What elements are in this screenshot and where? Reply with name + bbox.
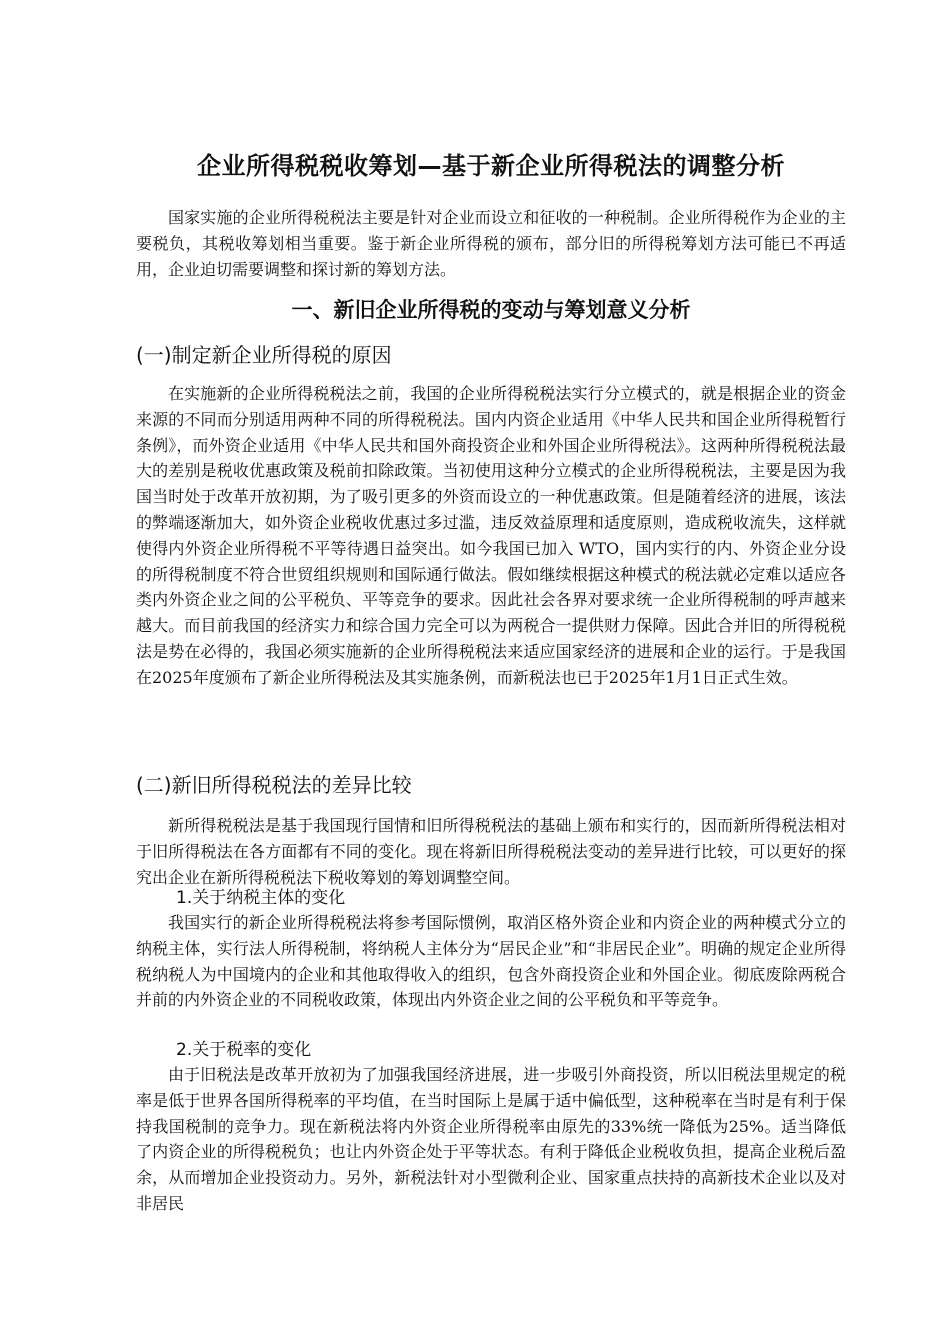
document-title: 企业所得税税收筹划—基于新企业所得税法的调整分析: [197, 152, 785, 180]
item1-body: 我国实行的新企业所得税税法将参考国际惯例，取消区格外资企业和内资企业的两种模式分立的纳税主体，实行法人所得税制，将纳税人主体分为“居民企业”和“非居民企业”。明确的规定企业所得税纳税人为中国境内的企业和其他取得收入的组织，包含外商投资企业和外国企业。彻底废除两税合并前的内外资企业的不同税收政策，体现出内外资企业之间的公平税负和平等竞争。: [136, 913, 846, 1010]
intro-paragraph: 国家实施的企业所得税税法主要是针对企业而设立和征收的一种税制。企业所得税作为企业的主要税负，其税收筹划相当重要。鉴于新企业所得税的颁布，部分旧的所得税筹划方法可能已不再适用，企业迫切需要调整和探讨新的筹划方法。: [136, 208, 846, 279]
item2-body: 由于旧税法是改革开放初为了加强我国经济进展，进一步吸引外商投资，所以旧税法里规定的税率是低于世界各国所得税率的平均值，在当时国际上是属于适中偏低型，这种税率在当时是有利于保持我国税制的竞争力。现在新税法将内外资企业所得税率由原先的33%统一降低为25%。适当降低了内资企业的所得税税负；也让内外资企处于平等状态。有利于降低企业税收负担，提高企业税后盈余，从而增加企业投资动力。另外，新税法针对小型微利企业、国家重点扶持的高新技术企业以及对非居民: [136, 1065, 846, 1213]
subsection2-body: 新所得税税法是基于我国现行国情和旧所得税税法的基础上颁布和实行的，因而新所得税法相对于旧所得税法在各方面都有不同的变化。现在将新旧所得税税法变动的差异进行比较，可以更好的探究出企业在新所得税税法下税收筹划的筹划调整空间。: [136, 816, 846, 887]
item1-heading: 1.关于纳税主体的变化: [176, 888, 346, 908]
subsection1-heading: (一)制定新企业所得税的原因: [136, 343, 392, 367]
item2-heading: 2.关于税率的变化: [176, 1040, 312, 1060]
subsection1-body: 在实施新的企业所得税税法之前，我国的企业所得税税法实行分立模式的，就是根据企业的资金来源的不同而分别适用两种不同的所得税税法。国内内资企业适用《中华人民共和国企业所得税暂行条例》，而外资企业适用《中华人民共和国外商投资企业和外国企业所得税法》。这两种所得税税法最大的差别是税收优惠政策及税前扣除政策。当初使用这种分立模式的企业所得税税法，主要是因为我国当时处于改革开放初期，为了吸引更多的外资而设立的一种优惠政策。但是随着经济的进展，该法的弊端逐渐加大，如外资企业税收优惠过多过滥，违反效益原理和适度原则，造成税收流失，这样就使得内外资企业所得税不平等待遇日益突出。如今我国已加入 WTO，国内实行的内、外资企业分设的所得税制度不符合世贸组织规则和国际通行做法。假如继续根据这种模式的税法就必定难以适应各类内外资企业之间的公平税负、平等竞争的要求。因此社会各界对要求统一企业所得税制的呼声越来越大。而目前我国的经济实力和综合国力完全可以为两税合一提供财力保障。因此合并旧的所得税税法是势在必得的，我国必须实施新的企业所得税税法来适应国家经济的进展和企业的运行。于是我国在2025年度颁布了新企业所得税法及其实施条例，而新税法也已于2025年1月1日正式生效。: [136, 384, 846, 687]
section1-heading: 一、新旧企业所得税的变动与筹划意义分析: [291, 298, 691, 322]
subsection2-heading: (二)新旧所得税税法的差异比较: [136, 773, 412, 797]
